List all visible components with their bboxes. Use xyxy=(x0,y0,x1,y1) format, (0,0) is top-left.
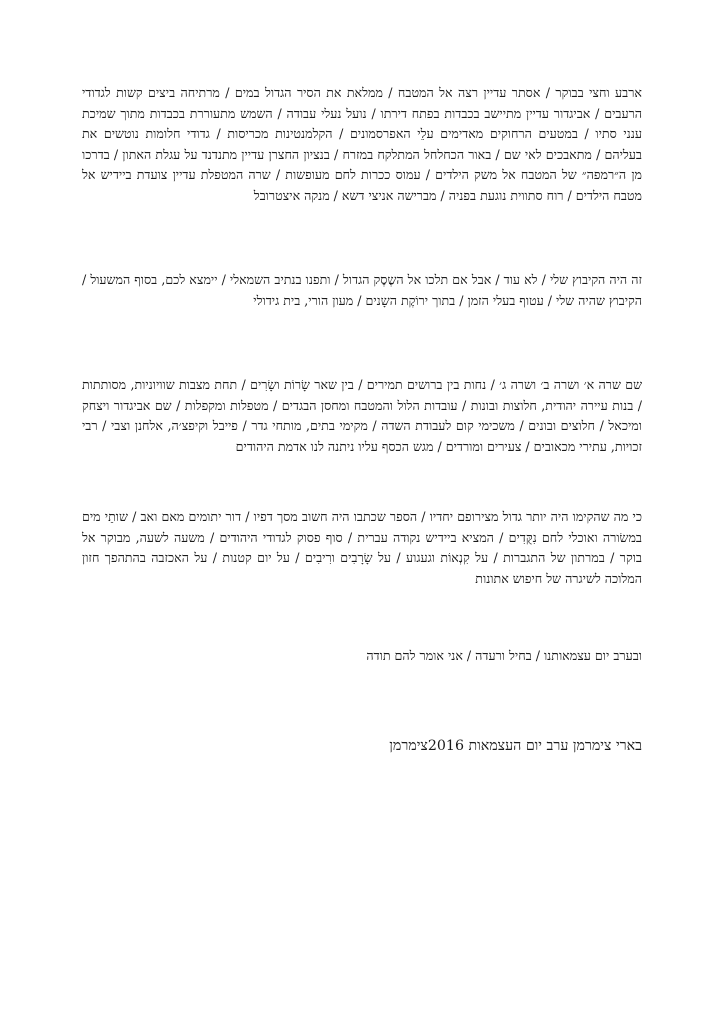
author-signature-line: בארי צימרמן ערב יום העצמאות 2016צימרמן xyxy=(389,738,642,754)
paragraph-5: ובערב יום עצמאותנו / בחיל ורעדה / אני אומר להם תודה xyxy=(366,648,642,663)
paragraph-1: ארבע וחצי בבוקר / אסתר עדיין רצה אל המטבח / ממלאת את הסיר הגדול במים / מרתיחה ביצים קשות לגדודי הרעבים / אביגדור עדיין מתיישב בכבדות בפתח דירתו / נועל נעלי עבודה / השמש מתעוררת בכבדות מתוך שמיכת ענני סתיו / במטעים הרחוקים מאדימים עלֵי האפרסמונים / הקלמנטינות מכריסות / גדודי חלומות נוטשים את בעליהם / מתאבכים לאי שם / באור הכחלחל המתלקח במזרח / בנציון החצרן עדיין מתנדנד על עגלת האתון / בדרכו מן ה״רמפה״ של המטבח אל משק הילדים / עמוס ככרות לחם מעופשות / שרה המטפלת עדיין צועדת ביידיש אל מטבח הילדים / רוח סתווית נוגעת בפניה / מברישה אניצי דשא / מנקה איצטרובל xyxy=(82,85,642,203)
paragraph-4: כי מה שהקימו היה יותר גדול מצירופם יחדיו / הספר שכתבו היה חשוב מסך דפיו / דור יתומים מאם ואב / שותֵי מים במשׂורה ואוכלי לחם נִקֻּדִים / המציא ביידיש נקודה עברית / סוף פסוק לגדודי היהודים / משעה לשעה, מבוקר אל בוקר / במרתון של התגברות / על קִנְאוֹת וגעגוע / על שָׂרָבִים ורִיבִים / על יום קטנות / על האכזבה בהתהפך חזון המלוכה לשיגרה של חיפוש אתונות xyxy=(82,509,642,586)
paragraph-2: זה היה הקיבוץ שלי / לא עוד / אבל אם תלכו אל השֶסֶק הגדול / ותפנו בנתיב השמאלי / יימצא לכם, בסוף המשעול / הקיבוץ שהיה שלי / עטוף בעלי הזמן / בתוך ירוֹקֶת השָנים / מעון הורי, בית גידולי xyxy=(82,272,642,308)
paragraph-3: שם שרה א׳ ושרה ב׳ ושרה ג׳ / נחות בין ברושים תמירים / בין שאר שָׂרוֹת ושָׂרִים / תחת מצבות שוויוניות, מסותתות / בנות עיירה יהודית, חלוצות ובונות / עובדות הלול והמטבח ומחסן הבגדים / מטפלות ומקפלות / שם אביגדור ויצחק ומיכאל / חלוצים ובונים / משכימי קום לעבודת השדה / מקימי בתים, מותחי גדר / פייבל וקיפצ׳ה, אלחנן וצבי / רבי זכויות, עתירי מכאובים / צעירים ומורדים / מגש הכסף עליו ניתנה לנו אדמת היהודים xyxy=(82,377,642,454)
